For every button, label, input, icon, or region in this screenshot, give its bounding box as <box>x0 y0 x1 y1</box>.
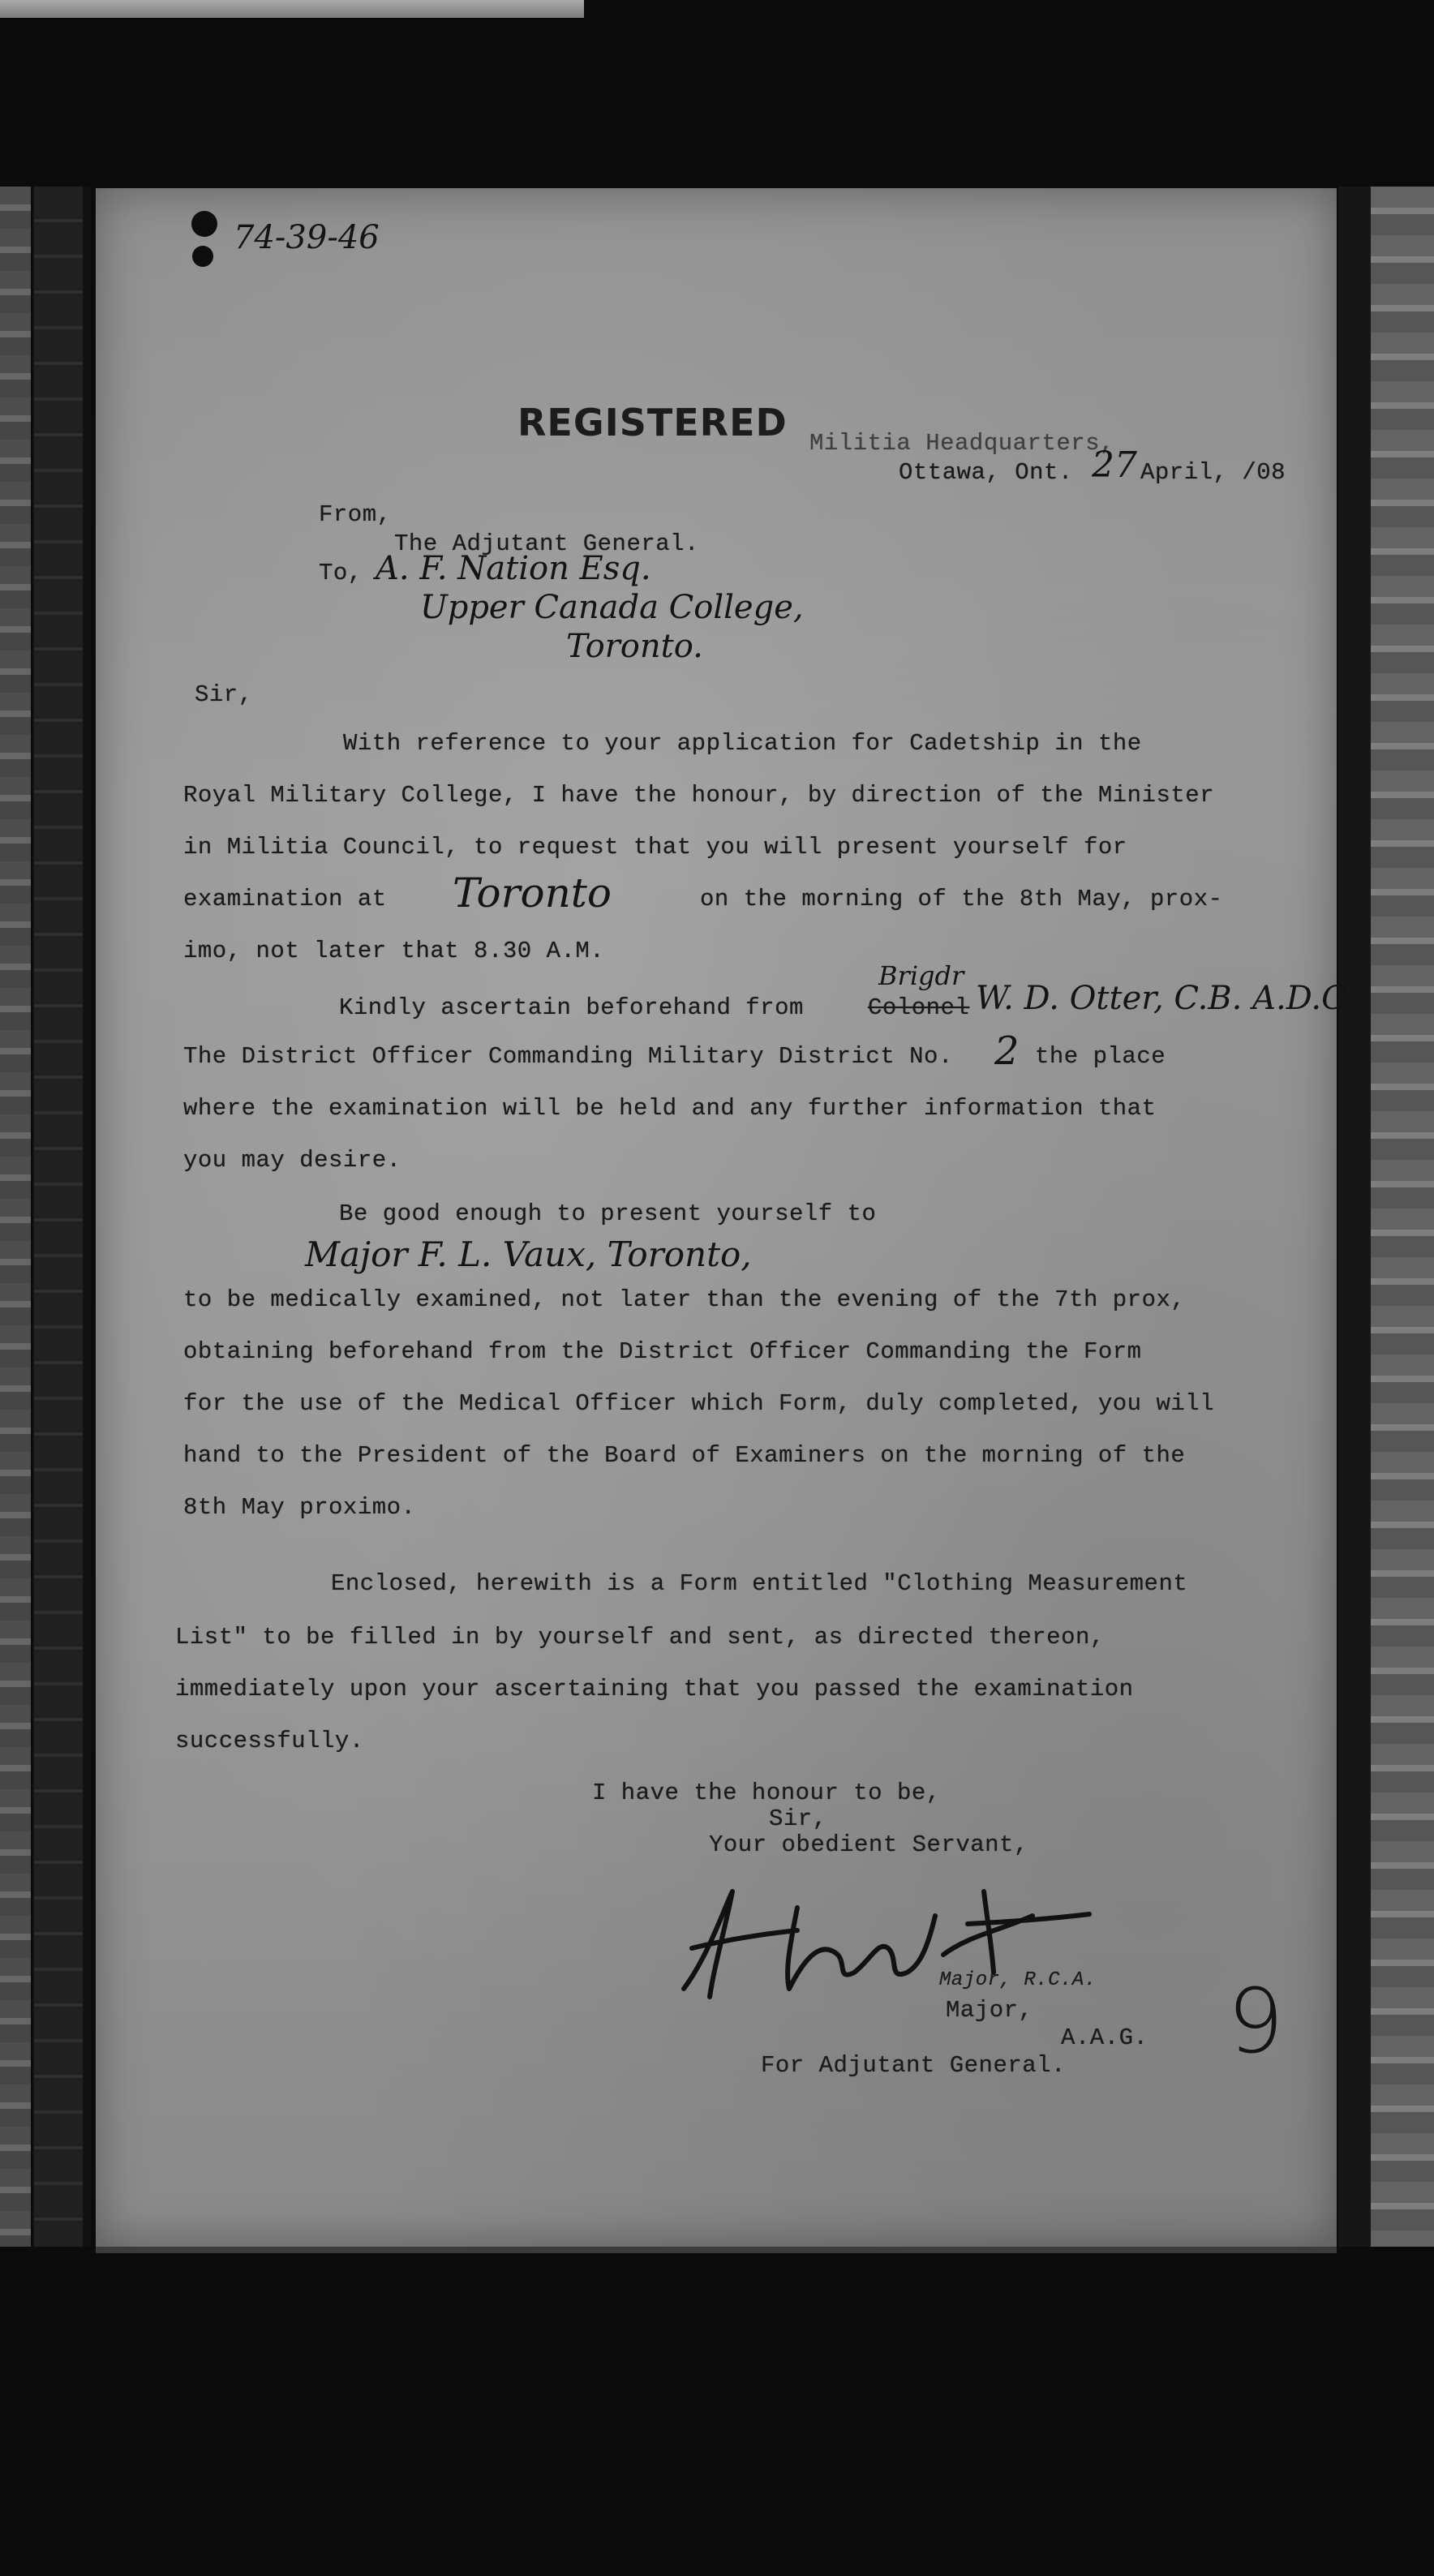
from-label: From, <box>319 501 392 528</box>
paragraph4-line2: List" to be filled in by yourself and sent, as directed thereon, <box>175 1624 1105 1651</box>
paragraph4-line4: successfully. <box>175 1728 364 1754</box>
to-label: To, <box>319 560 363 586</box>
rank-stamp: Major, R.C.A. <box>939 1969 1097 1991</box>
letter-day: 27 <box>1092 444 1137 486</box>
paragraph1-line5: imo, not later that 8.30 A.M. <box>183 938 605 964</box>
adjacent-frame-top <box>0 0 584 18</box>
paragraph3-line5: for the use of the Medical Officer which Form, duly completed, you will <box>183 1390 1215 1417</box>
film-perforation-left <box>34 187 83 2247</box>
film-edge-left <box>0 187 31 2247</box>
registered-stamp: REGISTERED <box>517 401 788 444</box>
sheet-bottom-edge <box>96 2247 1337 2253</box>
addressee-name: A. F. Nation Esq. <box>376 550 651 587</box>
salutation: Sir, <box>195 681 253 708</box>
paragraph4-line1: Enclosed, herewith is a Form entitled "Clothing Measurement <box>331 1570 1188 1597</box>
addressee-institution: Upper Canada College, <box>420 589 804 626</box>
closing-line2: Sir, <box>769 1805 827 1832</box>
paragraph3-line7: 8th May proximo. <box>183 1494 416 1521</box>
letterhead-location: Militia Headquarters, <box>809 430 1114 457</box>
district-number: 2 <box>994 1028 1020 1074</box>
paragraph3-line1: Be good enough to present yourself to <box>339 1200 877 1227</box>
paragraph1-line1: With reference to your application for Cadetship in the <box>343 730 1142 757</box>
for-adjutant-general: For Adjutant General. <box>761 2052 1066 2079</box>
paragraph3-line4: obtaining beforehand from the District Officer Commanding the Form <box>183 1338 1142 1365</box>
paragraph1-line3: in Militia Council, to request that you will present yourself for <box>183 834 1127 861</box>
exam-location: Toronto <box>453 869 612 917</box>
district-officer-name: W. D. Otter, C.B. A.D.C. <box>976 980 1355 1017</box>
letterhead-month-year: April, /08 <box>1140 459 1286 486</box>
medical-officer: Major F. L. Vaux, Toronto, <box>305 1234 752 1274</box>
closing-line3: Your obedient Servant, <box>709 1831 1028 1858</box>
signatory-rank: Major, <box>946 1997 1033 2024</box>
struck-title: Colonel <box>868 994 970 1021</box>
paragraph2-line2-suffix: the place <box>1035 1043 1166 1070</box>
paragraph2-line4: you may desire. <box>183 1147 401 1174</box>
paragraph3-line6: hand to the President of the Board of Examiners on the morning of the <box>183 1442 1186 1469</box>
paragraph2-line1-prefix: Kindly ascertain beforehand from <box>339 994 804 1021</box>
from-value: The Adjutant General. <box>394 530 699 557</box>
paragraph1-line4-suffix: on the morning of the 8th May, prox- <box>700 886 1223 912</box>
paragraph2-line2-prefix: The District Officer Commanding Military District No. <box>183 1043 953 1070</box>
page-number: 9 <box>1227 1969 1284 2073</box>
paragraph3-line3: to be medically examined, not later than the evening of the 7th prox, <box>183 1286 1186 1313</box>
file-reference: 74-39-46 <box>234 219 380 256</box>
inserted-rank: Brigdr <box>878 960 964 991</box>
film-gap-right <box>1338 187 1371 2247</box>
paragraph2-line3: where the examination will be held and any further information that <box>183 1095 1157 1122</box>
addressee-city: Toronto. <box>566 628 703 665</box>
paragraph1-line2: Royal Military College, I have the honour, by direction of the Minister <box>183 782 1215 809</box>
closing-line1: I have the honour to be, <box>592 1780 941 1806</box>
signatory-title: A.A.G. <box>1061 2024 1148 2051</box>
paragraph1-line4-prefix: examination at <box>183 886 387 912</box>
film-edge-right <box>1371 187 1434 2247</box>
letter-sheet <box>96 188 1355 2247</box>
letterhead-city: Ottawa, Ont. <box>899 459 1073 486</box>
paragraph4-line3: immediately upon your ascertaining that you passed the examination <box>175 1676 1134 1702</box>
